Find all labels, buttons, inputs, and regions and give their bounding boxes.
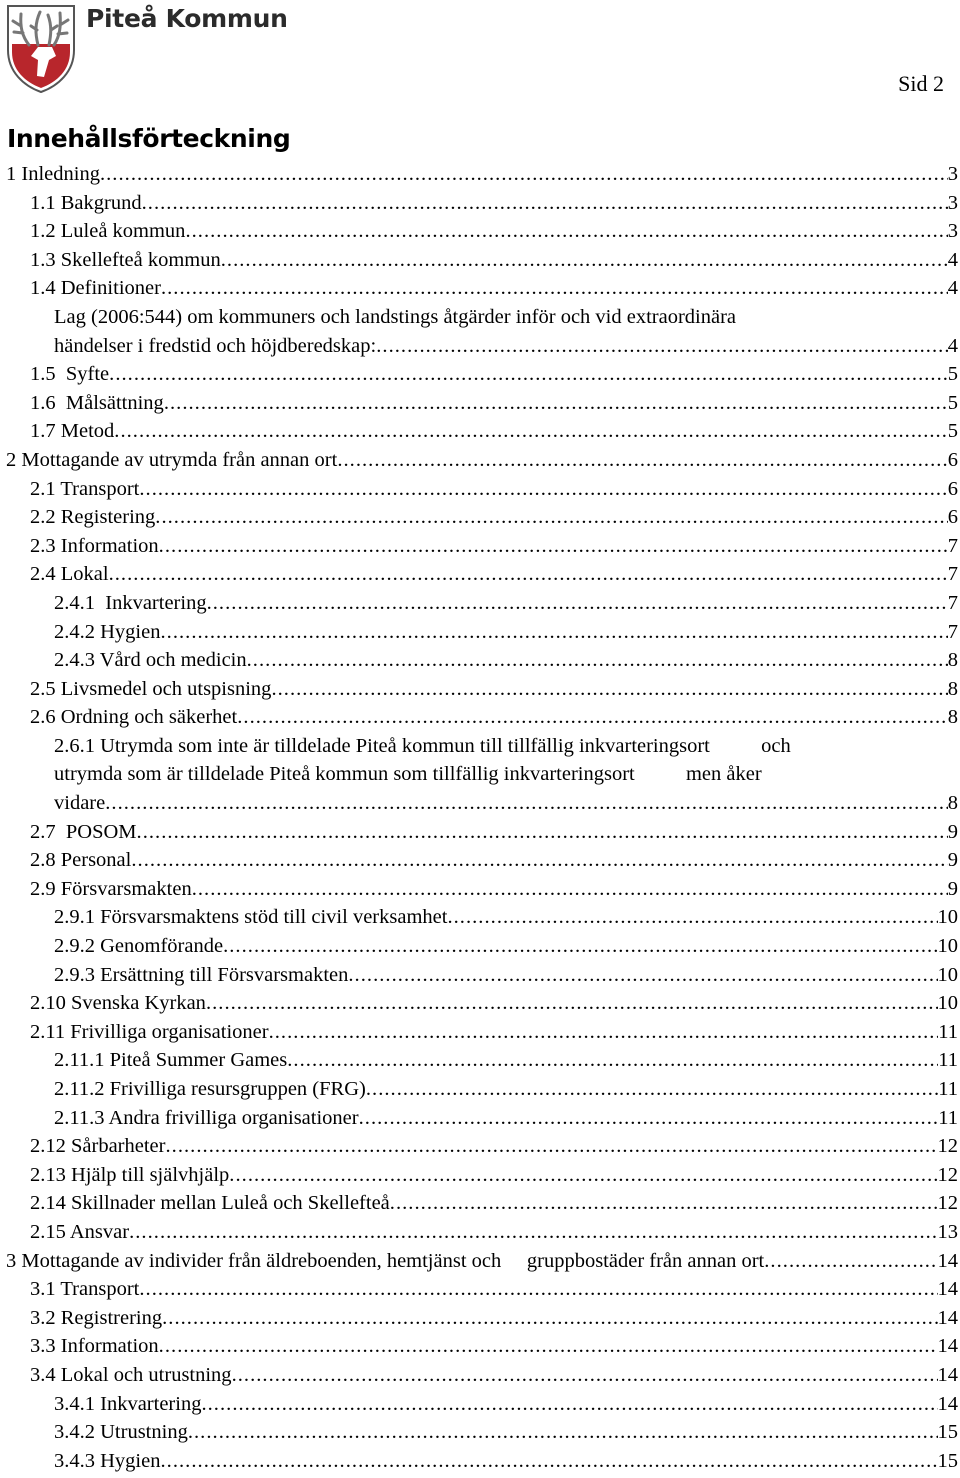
toc-page-number: 8: [947, 792, 958, 815]
toc-row: [30, 675, 958, 704]
dot-leader: [447, 903, 937, 932]
toc-entry-text: 2.8 Personal: [30, 849, 132, 872]
toc-row: [54, 1418, 958, 1447]
toc-page-number: 10: [937, 992, 958, 1015]
toc-row: [54, 789, 958, 818]
toc-entry[interactable]: [0, 503, 960, 532]
toc-entry-text: 2.7 POSOM: [30, 820, 137, 843]
toc-row: [30, 503, 958, 532]
toc-entry[interactable]: [0, 989, 960, 1018]
toc-entry[interactable]: [0, 618, 960, 647]
toc-page-number: 11: [938, 1078, 958, 1101]
toc-entry[interactable]: [0, 1447, 960, 1476]
toc-entry[interactable]: [0, 1275, 960, 1304]
toc-entry[interactable]: [0, 818, 960, 847]
toc-entry-text: 1.5 Syfte: [30, 363, 110, 386]
toc-entry-text: 2.11.3 Andra frivilliga organisationer: [54, 1106, 359, 1129]
toc-entry[interactable]: [0, 189, 960, 218]
dot-leader: [155, 503, 947, 532]
dot-leader: [359, 1104, 939, 1133]
toc-row: [30, 1275, 958, 1304]
toc-row: [30, 1218, 958, 1247]
dot-leader: [139, 475, 947, 504]
toc-entry-text: vidare: [54, 792, 106, 815]
toc-row: [54, 932, 958, 961]
toc-page-number: 3: [947, 163, 958, 185]
toc-row: [30, 1018, 958, 1047]
toc-entry-text: 3.4.2 Utrustning: [54, 1421, 188, 1444]
toc-entry[interactable]: [0, 1104, 960, 1133]
toc-page-number: 6: [947, 506, 958, 529]
dot-leader: [366, 1075, 938, 1104]
toc-entry[interactable]: [0, 1189, 960, 1218]
toc-row: [54, 618, 958, 647]
toc-row: [30, 818, 958, 847]
toc-entry[interactable]: [0, 217, 960, 246]
dot-leader: [164, 389, 948, 418]
toc-title: Innehållsförteckning: [7, 124, 291, 153]
toc-entry-text: 2.1 Transport: [30, 477, 140, 500]
dot-leader: [247, 646, 948, 675]
toc-entry[interactable]: [0, 646, 960, 675]
toc-entry[interactable]: [0, 360, 960, 389]
toc-entry-text: 2.12 Sårbarheter: [30, 1135, 166, 1158]
toc-page-number: 10: [937, 906, 958, 929]
toc-entry[interactable]: [0, 1046, 960, 1075]
dot-leader: [162, 1304, 937, 1333]
dot-leader: [159, 1332, 938, 1361]
toc-entry[interactable]: [0, 532, 960, 561]
toc-page-number: 4: [947, 334, 958, 357]
toc-entry[interactable]: [0, 1018, 960, 1047]
toc-entry[interactable]: [0, 675, 960, 704]
toc-entry[interactable]: [0, 961, 960, 990]
toc-page-number: 12: [937, 1135, 958, 1158]
toc-row: [30, 1332, 958, 1361]
toc-entry-text: 2.9.1 Försvarsmaktens stöd till civil verksamhet: [54, 906, 448, 929]
toc-entry-text: 1.6 Målsättning: [30, 391, 164, 414]
dot-leader: [376, 332, 948, 361]
toc-entry[interactable]: [0, 446, 960, 475]
toc-row: [30, 475, 958, 504]
toc-row: [54, 961, 958, 990]
dot-leader: [100, 160, 948, 189]
toc-entry-text: 3.2 Registrering: [30, 1306, 163, 1329]
dot-leader: [137, 818, 948, 847]
toc-row: [30, 1304, 958, 1333]
toc-row: [54, 903, 958, 932]
dot-leader: [223, 932, 937, 961]
organization-name: Piteå Kommun: [86, 4, 288, 33]
toc-page-number: 5: [947, 363, 958, 386]
toc-entry[interactable]: [0, 1161, 960, 1190]
dot-leader: [109, 560, 948, 589]
toc-row: [6, 446, 958, 475]
toc-page-number: 4: [947, 248, 958, 271]
toc-entry-text: 3.1 Transport: [30, 1278, 140, 1301]
toc-entry-text: 1.4 Definitioner: [30, 277, 161, 300]
toc-entry-text: 2.15 Ansvar: [30, 1220, 130, 1243]
toc-entry[interactable]: [0, 1390, 960, 1419]
toc-page-number: 14: [937, 1278, 958, 1301]
toc-row: [6, 1247, 958, 1276]
toc-page-number: 7: [947, 620, 958, 643]
toc-row: [30, 1361, 958, 1390]
dot-leader: [185, 217, 947, 246]
toc-entry-text: händelser i fredstid och höjdberedskap:: [54, 334, 377, 357]
toc-page-number: 11: [938, 1049, 958, 1072]
dot-leader: [207, 589, 948, 618]
toc-row: [54, 1075, 958, 1104]
toc-page-number: 14: [937, 1392, 958, 1415]
toc-entry[interactable]: [0, 903, 960, 932]
toc-entry[interactable]: [0, 875, 960, 904]
toc-entry-text: 1.7 Metod: [30, 420, 115, 443]
toc-entry-text: 2.13 Hjälp till självhjälp: [30, 1163, 230, 1186]
toc-row: [30, 360, 958, 389]
table-of-contents: [0, 160, 960, 1475]
toc-entry[interactable]: [0, 160, 960, 189]
toc-entry[interactable]: [0, 589, 960, 618]
dot-leader: [348, 961, 937, 990]
dot-leader: [206, 989, 938, 1018]
dot-leader: [269, 1018, 939, 1047]
toc-entry[interactable]: [0, 246, 960, 275]
toc-row: [30, 846, 958, 875]
toc-entry-text: 3.4.3 Hygien: [54, 1449, 161, 1472]
toc-row: [30, 1189, 958, 1218]
dot-leader: [232, 1361, 938, 1390]
toc-page-number: 10: [937, 963, 958, 986]
page-number: Sid 2: [898, 71, 944, 96]
toc-entry-text: 2.11 Frivilliga organisationer: [30, 1020, 269, 1043]
toc-page-number: 12: [937, 1192, 958, 1215]
toc-entry[interactable]: [0, 732, 960, 818]
toc-entry[interactable]: [0, 417, 960, 446]
toc-page-number: 5: [947, 420, 958, 443]
toc-row: [30, 875, 958, 904]
toc-entry-text: 1 Inledning: [6, 163, 100, 185]
toc-row: [54, 589, 958, 618]
toc-row: [30, 532, 958, 561]
toc-entry-text: 1.3 Skellefteå kommun: [30, 248, 221, 271]
toc-row: [54, 1447, 958, 1476]
toc-page-number: 8: [947, 677, 958, 700]
dot-leader: [114, 417, 947, 446]
toc-page-number: 10: [937, 935, 958, 958]
toc-row: [30, 417, 958, 446]
dot-leader: [287, 1046, 938, 1075]
toc-entry-text: Lag (2006:544) om kommuners och landstings åtgärder inför och vid extraordinära: [54, 305, 737, 328]
dot-leader: [764, 1247, 937, 1276]
toc-entry-text: 2.4 Lokal: [30, 563, 109, 586]
page-header: [0, 0, 960, 110]
toc-entry[interactable]: [0, 1218, 960, 1247]
dot-leader: [109, 360, 948, 389]
toc-entry-text: 3.3 Information: [30, 1335, 159, 1358]
toc-row: [30, 1132, 958, 1161]
toc-page-number: 15: [937, 1421, 958, 1444]
dot-leader: [131, 846, 947, 875]
toc-entry-text: 2.6.1 Utrymda som inte är tilldelade Piteå kommun till tillfällig inkvarteringsort och: [54, 734, 791, 757]
toc-entry-text: 2.14 Skillnader mellan Luleå och Skellefteå: [30, 1192, 390, 1215]
toc-entry-text: utrymda som är tilldelade Piteå kommun som tillfällig inkvarteringsort men åker: [54, 763, 762, 786]
toc-entry-text: 2.9 Försvarsmakten: [30, 877, 192, 900]
toc-entry[interactable]: [0, 703, 960, 732]
dot-leader: [105, 789, 948, 818]
toc-entry[interactable]: [0, 932, 960, 961]
toc-entry-text: 2.10 Svenska Kyrkan: [30, 992, 206, 1015]
toc-entry-text: 2.4.2 Hygien: [54, 620, 161, 643]
toc-page-number: 13: [937, 1220, 958, 1243]
toc-row: [54, 332, 958, 361]
dot-leader: [129, 1218, 937, 1247]
toc-page-number: 9: [947, 877, 958, 900]
toc-page-number: 14: [937, 1363, 958, 1386]
toc-entry-text: 1.2 Luleå kommun: [30, 220, 186, 243]
toc-row: [30, 189, 958, 218]
toc-entry-text: 2 Mottagande av utrymda från annan ort: [6, 448, 338, 471]
dot-leader: [221, 246, 948, 275]
toc-entry-text: 2.2 Registering: [30, 506, 156, 529]
reindeer-logo-icon: [4, 2, 78, 94]
toc-entry[interactable]: [0, 1075, 960, 1104]
toc-page-number: 14: [937, 1335, 958, 1358]
toc-page-number: 14: [937, 1249, 958, 1272]
toc-entry[interactable]: [0, 1247, 960, 1276]
dot-leader: [188, 1418, 938, 1447]
toc-row: [54, 646, 958, 675]
toc-page-number: 4: [947, 277, 958, 300]
dot-leader: [201, 1390, 937, 1419]
dot-leader: [161, 274, 948, 303]
toc-page-number: 15: [937, 1449, 958, 1472]
toc-entry[interactable]: [0, 1304, 960, 1333]
toc-page-number: 5: [947, 391, 958, 414]
dot-leader: [142, 189, 948, 218]
toc-entry-text: 3 Mottagande av individer från äldreboenden, hemtjänst och gruppbostäder från annan ort: [6, 1249, 765, 1272]
toc-entry-text: 3.4 Lokal och utrustning: [30, 1363, 232, 1386]
toc-page-number: 9: [947, 820, 958, 843]
dot-leader: [192, 875, 948, 904]
dot-leader: [160, 618, 947, 647]
toc-entry[interactable]: [0, 274, 960, 303]
toc-page-number: 7: [947, 591, 958, 614]
toc-row: [30, 703, 958, 732]
toc-page-number: 7: [947, 563, 958, 586]
toc-entry-text: 2.6 Ordning och säkerhet: [30, 706, 238, 729]
toc-page-number: 8: [947, 649, 958, 672]
toc-row: [30, 246, 958, 275]
toc-row: [30, 274, 958, 303]
toc-page-number: 14: [937, 1306, 958, 1329]
toc-page-number: 7: [947, 534, 958, 557]
toc-page-number: 9: [947, 849, 958, 872]
toc-entry[interactable]: [0, 846, 960, 875]
dot-leader: [337, 446, 947, 475]
toc-entry-text: 2.11.1 Piteå Summer Games: [54, 1049, 288, 1072]
toc-entry-text: 2.5 Livsmedel och utspisning: [30, 677, 272, 700]
toc-entry-text: 2.11.2 Frivilliga resursgruppen (FRG): [54, 1078, 366, 1101]
toc-page-number: 11: [938, 1020, 958, 1043]
dot-leader: [139, 1275, 937, 1304]
toc-entry-text: 2.4.3 Vård och medicin: [54, 649, 247, 672]
toc-entry-text: 2.9.3 Ersättning till Försvarsmakten: [54, 963, 349, 986]
toc-entry-text: 1.1 Bakgrund: [30, 191, 142, 214]
toc-entry-text: 2.4.1 Inkvartering: [54, 591, 207, 614]
toc-page-number: 8: [947, 706, 958, 729]
toc-entry-text: 2.9.2 Genomförande: [54, 935, 224, 958]
toc-entry[interactable]: [0, 1361, 960, 1390]
toc-page-number: 12: [937, 1163, 958, 1186]
toc-row: [54, 1046, 958, 1075]
toc-row: [54, 1390, 958, 1419]
dot-leader: [237, 703, 948, 732]
toc-entry[interactable]: [0, 560, 960, 589]
toc-row: [54, 1104, 958, 1133]
toc-row: [30, 989, 958, 1018]
toc-entry[interactable]: [0, 1132, 960, 1161]
toc-entry[interactable]: [0, 1332, 960, 1361]
toc-row: [30, 1161, 958, 1190]
toc-page-number: 6: [947, 448, 958, 471]
toc-row: [6, 160, 958, 189]
toc-page-number: 3: [947, 220, 958, 243]
toc-entry[interactable]: [0, 1418, 960, 1447]
dot-leader: [165, 1132, 937, 1161]
toc-entry[interactable]: [0, 475, 960, 504]
dot-leader: [160, 1447, 937, 1476]
dot-leader: [229, 1161, 937, 1190]
toc-entry-text: 2.3 Information: [30, 534, 159, 557]
toc-page-number: 6: [947, 477, 958, 500]
dot-leader: [159, 532, 948, 561]
toc-row: [30, 217, 958, 246]
toc-entry[interactable]: [0, 303, 960, 360]
toc-page-number: 3: [947, 191, 958, 214]
dot-leader: [390, 1189, 938, 1218]
toc-entry-text: 3.4.1 Inkvartering: [54, 1392, 202, 1415]
toc-row: [30, 560, 958, 589]
dot-leader: [271, 675, 947, 704]
toc-row: [30, 389, 958, 418]
toc-page-number: 11: [938, 1106, 958, 1129]
toc-entry[interactable]: [0, 389, 960, 418]
